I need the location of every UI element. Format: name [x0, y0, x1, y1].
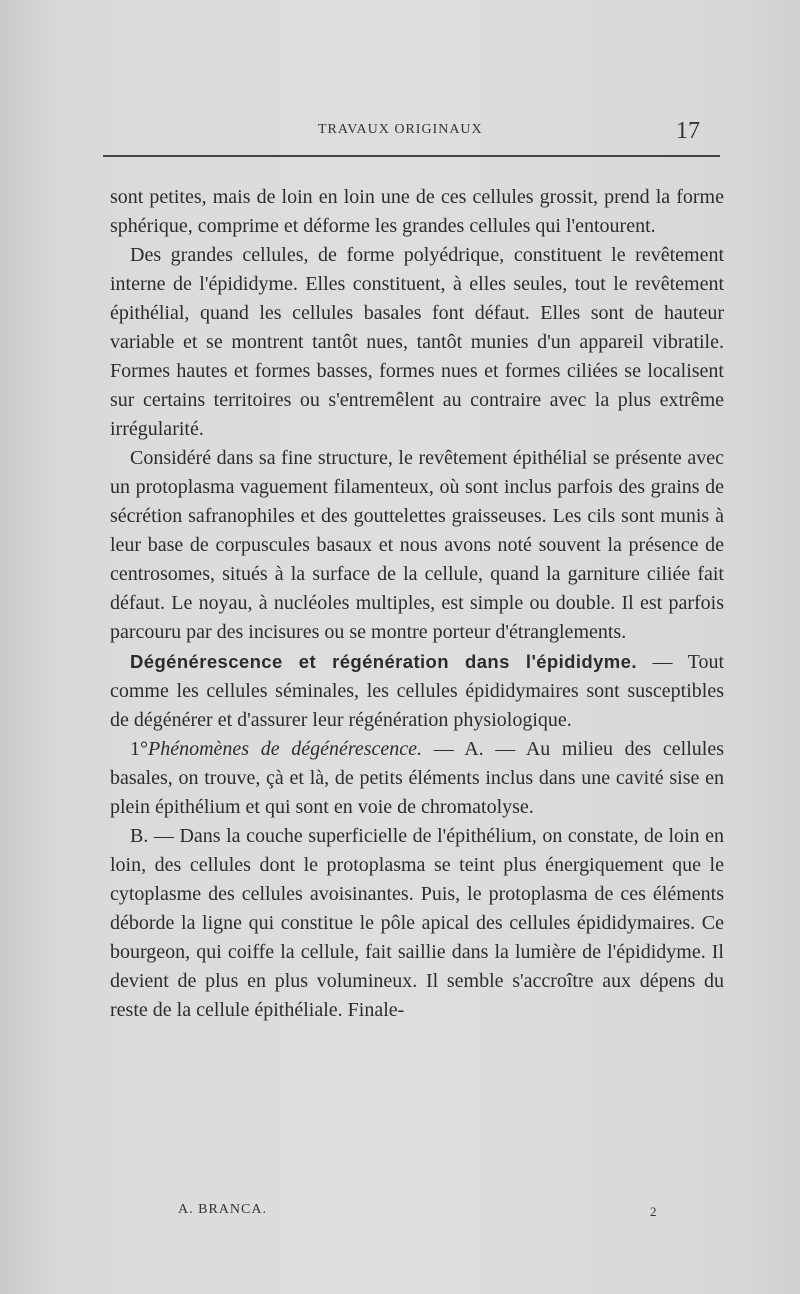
running-head-title: TRAVAUX ORIGINAUX	[318, 122, 483, 137]
page-number: 17	[676, 118, 700, 144]
header-rule	[103, 155, 720, 157]
paragraph-6-text: B. — Dans la couche superficielle de l'épithélium, on constate, de loin en loin, des cellules dont le protoplasma se teint plus énergiquement que le cytoplasme des cellules avoisinantes. Puis, le protoplasma de ces éléments déborde la ligne qui constitue le pôle apical des cellules épididymaires. Ce bourgeon, qui coiffe la cellule, fait saillie dans la lumière de l'épididyme. Il devient de plus en plus volumineux. Il semble s'accroître aux dépens du reste de la cellule épithéliale. Finale-	[110, 825, 724, 1021]
paragraph-4-text: — Tout comme les cellules séminales, les cellules épididymaires sont susceptibles de dégénérer et d'assurer leur régénération physiologique.	[110, 651, 725, 731]
paragraph-3-text: Considéré dans sa fine structure, le revêtement épithélial se présente avec un protoplasma vaguement filamenteux, où sont inclus parfois des grains de sécrétion safranophiles et des gouttelettes graisseuses. Les cils sont munis à leur base de corpuscules basaux et nous avons noté souvent la présence de centrosomes, situés à la surface de la cellule, quand la garniture ciliée fait défaut. Le noyau, à nucléoles multiples, est simple ou double. Il est parfois parcouru par des incisures ou se montre porteur d'étranglements.	[110, 447, 724, 643]
paragraph-5-text: — A. — Au milieu des cellules basales, on trouve, çà et là, de petits éléments inclus dans une cavité sise en plein épithélium et qui sont en voie de chromatolyse.	[110, 738, 725, 818]
footer-author: A. BRANCA.	[178, 1202, 267, 1217]
body-text	[110, 183, 724, 1025]
paragraph-2-text: Des grandes cellules, de forme polyédrique, constituent le revêtement interne de l'épididyme. Elles constituent, à elles seules, tout le revêtement épithélial, quand les cellules basales font défaut. Elles sont de hauteur variable et se montrent tantôt nues, tantôt munies d'un appareil vibratile. Formes hautes et formes basses, formes nues et formes ciliées se localisent sur certains territoires ou s'entremêlent au contraire avec la plus extrême irrégularité.	[110, 244, 724, 440]
page-footer	[0, 1200, 800, 1224]
signature-mark: 2	[650, 1204, 657, 1219]
subsection-heading: Phénomènes de dégénérescence.	[148, 738, 423, 760]
section-heading: Dégénérescence et régénération dans l'épididyme.	[130, 651, 637, 672]
paragraph-1-text: sont petites, mais de loin en loin une de ces cellules grossit, prend la forme sphérique, comprime et déforme les grandes cellules qui l'entourent.	[110, 186, 724, 237]
paragraph-2	[110, 241, 724, 444]
subsection-number: 1°	[130, 738, 148, 760]
paragraph-3	[110, 444, 724, 647]
paragraph-5	[110, 735, 724, 822]
paragraph-6	[110, 822, 724, 1025]
running-head	[0, 118, 800, 148]
paragraph-4	[110, 647, 724, 735]
paragraph-1	[110, 183, 724, 241]
